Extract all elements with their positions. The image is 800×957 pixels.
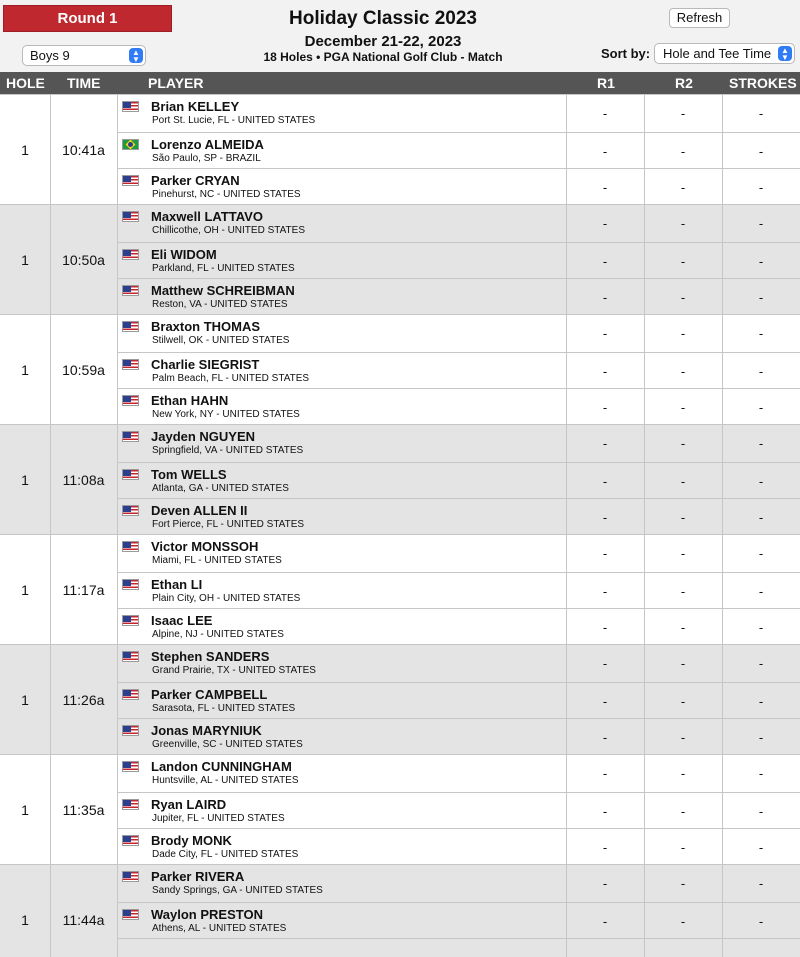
us-flag-icon <box>122 871 139 882</box>
hole-number: 1 <box>21 582 29 598</box>
column-header-r2[interactable]: R2 <box>675 75 693 91</box>
player-row[interactable] <box>117 792 800 829</box>
player-location: Parkland, FL - UNITED STATES <box>152 262 295 274</box>
us-flag-icon <box>122 835 139 846</box>
tee-time: 11:17a <box>62 582 105 598</box>
us-flag-icon <box>122 725 139 736</box>
round-1-score: - <box>602 730 608 746</box>
column-divider <box>644 939 645 957</box>
player-location: Port St. Lucie, FL - UNITED STATES <box>152 115 316 126</box>
player-row[interactable] <box>117 718 800 755</box>
us-flag-icon <box>122 175 139 186</box>
total-strokes: - <box>758 913 764 929</box>
tee-time-group <box>0 424 800 534</box>
total-strokes: - <box>758 693 764 709</box>
total-strokes: - <box>758 656 764 671</box>
round-1-score: - <box>602 180 608 196</box>
column-divider <box>50 755 51 865</box>
tee-time: 11:26a <box>62 692 105 708</box>
column-header-time[interactable]: TIME <box>67 75 101 91</box>
tee-time-group <box>0 864 800 957</box>
column-divider <box>50 535 51 645</box>
us-flag-icon <box>122 469 139 480</box>
round-1-score: - <box>602 656 608 671</box>
hole-number: 1 <box>21 472 29 488</box>
player-location: Plain City, OH - UNITED STATES <box>152 592 301 604</box>
chevron-updown-icon: ▲ ▼ <box>129 48 143 63</box>
column-divider <box>50 865 51 957</box>
sort-select-value: Hole and Tee Time <box>663 46 772 61</box>
total-strokes: - <box>758 180 764 196</box>
round-1-score: - <box>602 400 608 416</box>
player-location: Springfield, VA - UNITED STATES <box>152 445 304 456</box>
hole-number: 1 <box>21 252 29 268</box>
round-2-score: - <box>680 290 686 306</box>
refresh-button[interactable]: Refresh <box>669 8 730 28</box>
round-2-score: - <box>680 620 686 636</box>
us-flag-icon <box>122 321 139 332</box>
player-name[interactable]: Charlie SIEGRIST <box>151 356 260 372</box>
player-row[interactable] <box>117 242 800 279</box>
tee-time-group <box>0 314 800 424</box>
player-row[interactable] <box>117 425 800 462</box>
round-1-score: - <box>602 803 608 819</box>
player-location: São Paulo, SP - BRAZIL <box>152 152 261 164</box>
total-strokes: - <box>758 546 764 561</box>
column-header-hole[interactable]: HOLE <box>6 75 45 91</box>
player-name[interactable]: Isaac LEE <box>151 613 213 629</box>
total-strokes: - <box>758 253 764 269</box>
player-row[interactable] <box>117 388 800 425</box>
player-row[interactable] <box>117 462 800 499</box>
player-name[interactable]: Maxwell LATTAVO <box>151 209 263 224</box>
round-1-score: - <box>602 876 608 891</box>
tournament-header <box>0 0 800 72</box>
player-location: Grand Prairie, TX - UNITED STATES <box>152 665 316 676</box>
player-name[interactable]: Eli WIDOM <box>151 246 217 262</box>
round-1-score: - <box>602 326 608 341</box>
round-2-score: - <box>680 180 686 196</box>
us-flag-icon <box>122 431 139 442</box>
tee-time: 11:08a <box>62 472 105 488</box>
player-name[interactable]: Waylon PRESTON <box>151 906 263 922</box>
total-strokes: - <box>758 363 764 379</box>
column-divider <box>50 645 51 755</box>
round-2-score: - <box>680 913 686 929</box>
player-location: Sarasota, FL - UNITED STATES <box>152 702 296 714</box>
round-1-score: - <box>602 253 608 269</box>
player-name[interactable]: Tom WELLS <box>151 466 227 482</box>
column-header-player[interactable]: PLAYER <box>148 75 204 91</box>
player-row[interactable] <box>117 205 800 242</box>
player-row[interactable] <box>117 572 800 609</box>
round-1-score: - <box>602 106 608 121</box>
us-flag-icon <box>122 615 139 626</box>
round-1-score: - <box>602 693 608 709</box>
column-divider <box>50 95 51 205</box>
player-name[interactable]: Landon CUNNINGHAM <box>151 759 292 774</box>
player-location: Sandy Springs, GA - UNITED STATES <box>152 885 323 896</box>
column-divider <box>50 425 51 535</box>
round-2-score: - <box>680 400 686 416</box>
total-strokes: - <box>758 143 764 159</box>
player-name[interactable]: Ethan LI <box>151 576 203 592</box>
round-1-score: - <box>602 143 608 159</box>
player-location: Fort Pierce, FL - UNITED STATES <box>152 519 305 531</box>
player-location: Atlanta, GA - UNITED STATES <box>152 482 289 494</box>
round-2-score: - <box>680 693 686 709</box>
round-2-score: - <box>680 840 686 856</box>
total-strokes: - <box>758 510 764 526</box>
player-location: Dade City, FL - UNITED STATES <box>152 849 299 861</box>
us-flag-icon <box>122 395 139 406</box>
round-2-score: - <box>680 253 686 269</box>
player-location: Palm Beach, FL - UNITED STATES <box>152 372 310 384</box>
sort-select[interactable] <box>654 43 795 64</box>
hole-number: 1 <box>21 362 29 378</box>
tee-time-list <box>0 94 800 957</box>
us-flag-icon <box>122 761 139 772</box>
table-header <box>0 72 800 94</box>
round-1-score: - <box>602 436 608 451</box>
player-row[interactable] <box>117 278 800 315</box>
player-row[interactable] <box>117 755 800 792</box>
column-header-r1[interactable]: R1 <box>597 75 615 91</box>
player-name[interactable]: Ryan LAIRD <box>151 796 227 812</box>
us-flag-icon <box>122 101 139 112</box>
player-name[interactable]: Brody MONK <box>151 833 232 849</box>
player-row[interactable] <box>117 498 800 535</box>
column-header-strokes[interactable]: STROKES <box>729 75 797 91</box>
brazil-flag-icon <box>122 139 139 150</box>
player-location: New York, NY - UNITED STATES <box>152 409 300 421</box>
us-flag-icon <box>122 541 139 552</box>
column-divider <box>566 939 567 957</box>
tee-time: 11:35a <box>62 802 105 818</box>
hole-number: 1 <box>21 802 29 818</box>
player-row[interactable] <box>117 645 800 682</box>
round-2-score: - <box>680 730 686 746</box>
round-1-score: - <box>602 620 608 636</box>
player-name[interactable]: Braxton THOMAS <box>151 319 261 334</box>
us-flag-icon <box>122 689 139 700</box>
player-row[interactable] <box>117 865 800 902</box>
player-row[interactable] <box>117 902 800 939</box>
column-divider <box>50 315 51 425</box>
column-divider <box>50 205 51 315</box>
round-1-score: - <box>602 216 608 231</box>
player-name[interactable]: Victor MONSSOH <box>151 539 259 554</box>
total-strokes: - <box>758 766 764 781</box>
tournament-subtitle: 18 Holes • PGA National Golf Club - Match <box>263 50 503 64</box>
round-2-score: - <box>680 436 686 451</box>
player-location: Stilwell, OK - UNITED STATES <box>152 335 290 346</box>
total-strokes: - <box>758 876 764 891</box>
total-strokes: - <box>758 400 764 416</box>
tee-time-group <box>0 204 800 314</box>
us-flag-icon <box>122 285 139 296</box>
hole-number: 1 <box>21 142 29 158</box>
player-row[interactable] <box>117 535 800 572</box>
round-2-score: - <box>680 546 686 561</box>
player-row[interactable] <box>117 315 800 352</box>
division-select-value: Boys 9 <box>30 48 70 63</box>
round-2-score: - <box>680 326 686 341</box>
player-row[interactable] <box>117 95 800 132</box>
player-location: Alpine, NJ - UNITED STATES <box>152 629 284 641</box>
total-strokes: - <box>758 216 764 231</box>
sort-label: Sort by: <box>601 46 651 61</box>
total-strokes: - <box>758 840 764 856</box>
player-name[interactable]: Lorenzo ALMEIDA <box>151 136 264 152</box>
player-row <box>117 938 800 957</box>
player-name[interactable]: Ethan HAHN <box>151 393 229 409</box>
player-location: Reston, VA - UNITED STATES <box>152 299 288 311</box>
round-2-score: - <box>680 473 686 489</box>
tee-time: 10:50a <box>62 252 105 268</box>
player-location: Huntsville, AL - UNITED STATES <box>152 775 299 786</box>
player-location: Athens, AL - UNITED STATES <box>152 922 287 934</box>
total-strokes: - <box>758 290 764 306</box>
hole-number: 1 <box>21 692 29 708</box>
us-flag-icon <box>122 359 139 370</box>
player-location: Chillicothe, OH - UNITED STATES <box>152 225 305 236</box>
player-row[interactable] <box>117 352 800 389</box>
round-2-score: - <box>680 363 686 379</box>
tee-time-group <box>0 94 800 204</box>
round-2-score: - <box>680 876 686 891</box>
round-1-score: - <box>602 290 608 306</box>
hole-number: 1 <box>21 912 29 928</box>
round-1-score: - <box>602 363 608 379</box>
round-1-score: - <box>602 766 608 781</box>
round-2-score: - <box>680 766 686 781</box>
player-name[interactable]: Matthew SCHREIBMAN <box>151 283 295 299</box>
player-name[interactable]: Jayden NGUYEN <box>151 429 256 444</box>
column-divider <box>722 939 723 957</box>
us-flag-icon <box>122 249 139 260</box>
tee-time-group <box>0 534 800 644</box>
us-flag-icon <box>122 909 139 920</box>
player-location: Greenville, SC - UNITED STATES <box>152 739 303 751</box>
total-strokes: - <box>758 473 764 489</box>
us-flag-icon <box>122 651 139 662</box>
round-1-score: - <box>602 473 608 489</box>
total-strokes: - <box>758 730 764 746</box>
total-strokes: - <box>758 803 764 819</box>
tee-time: 10:59a <box>62 362 105 378</box>
total-strokes: - <box>758 583 764 599</box>
round-2-score: - <box>680 803 686 819</box>
player-location: Miami, FL - UNITED STATES <box>152 555 282 566</box>
player-location: Jupiter, FL - UNITED STATES <box>152 812 285 824</box>
round-2-score: - <box>680 656 686 671</box>
total-strokes: - <box>758 620 764 636</box>
round-1-score: - <box>602 546 608 561</box>
round-1-score: - <box>602 583 608 599</box>
round-2-score: - <box>680 143 686 159</box>
total-strokes: - <box>758 436 764 451</box>
player-row[interactable] <box>117 828 800 865</box>
chevron-updown-icon: ▲ ▼ <box>778 46 792 61</box>
total-strokes: - <box>758 106 764 121</box>
us-flag-icon <box>122 505 139 516</box>
tournament-dates: December 21-22, 2023 <box>304 33 462 50</box>
round-1-score: - <box>602 840 608 856</box>
player-name[interactable]: Jonas MARYNIUK <box>151 723 262 739</box>
player-row[interactable] <box>117 608 800 645</box>
player-name[interactable]: Stephen SANDERS <box>151 649 270 664</box>
player-name[interactable]: Parker RIVERA <box>151 869 245 884</box>
tee-time: 10:41a <box>62 142 105 158</box>
player-row[interactable] <box>117 132 800 169</box>
tee-time-group <box>0 754 800 864</box>
round-2-score: - <box>680 510 686 526</box>
player-name[interactable]: Parker CRYAN <box>151 173 240 189</box>
round-2-score: - <box>680 106 686 121</box>
player-name[interactable]: Deven ALLEN II <box>151 503 248 519</box>
round-2-score: - <box>680 583 686 599</box>
division-select[interactable] <box>22 45 146 66</box>
round-1-score: - <box>602 913 608 929</box>
tee-time: 11:44a <box>62 912 105 928</box>
us-flag-icon <box>122 211 139 222</box>
player-location: Pinehurst, NC - UNITED STATES <box>152 189 301 201</box>
round-tab[interactable]: Round 1 <box>3 5 172 32</box>
total-strokes: - <box>758 326 764 341</box>
round-1-score: - <box>602 510 608 526</box>
round-2-score: - <box>680 216 686 231</box>
tee-time-group <box>0 644 800 754</box>
us-flag-icon <box>122 799 139 810</box>
player-name[interactable]: Parker CAMPBELL <box>151 686 268 702</box>
player-row[interactable] <box>117 682 800 719</box>
us-flag-icon <box>122 579 139 590</box>
player-name[interactable]: Brian KELLEY <box>151 99 240 114</box>
player-row[interactable] <box>117 168 800 205</box>
tournament-title: Holiday Classic 2023 <box>289 8 477 29</box>
